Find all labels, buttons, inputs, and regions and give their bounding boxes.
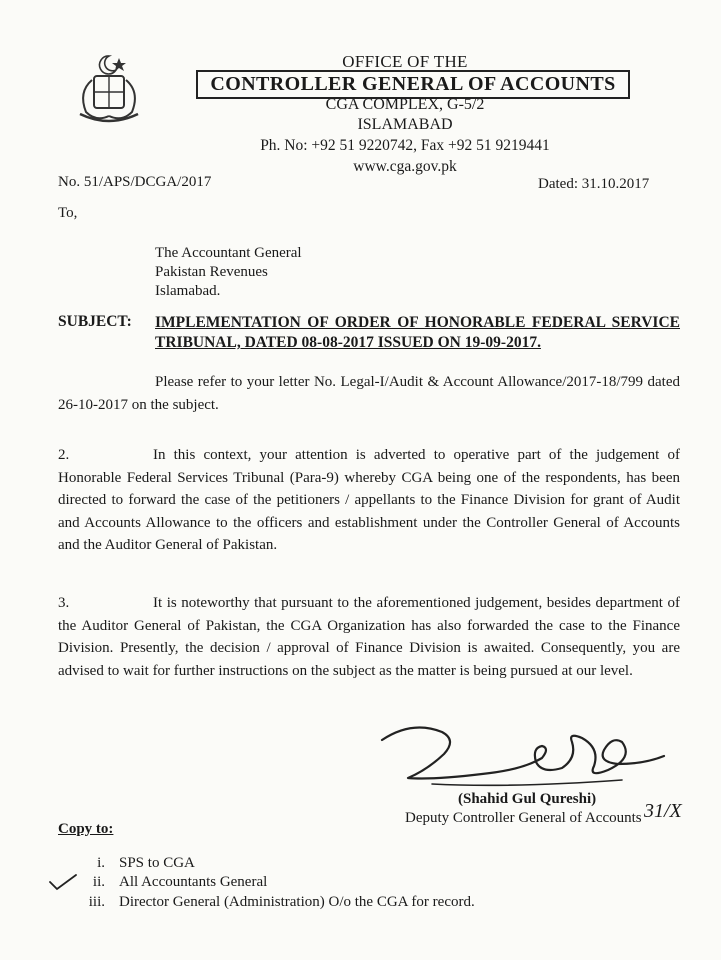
organization-name: CONTROLLER GENERAL OF ACCOUNTS [196, 70, 630, 99]
paragraph-2-text: In this context, your attention is adverted to operative part of the judgement of Honorable Federal Services Tribunal (Para-9) whereby CGA being one of the respondents, has been directed to forward the case of the petitioners / appellants to the Finance Division for grant of Audit and Accounts Allowance to the officers and establishment under the Controller General of Accounts and the Auditor General of Pakistan. [58, 447, 680, 553]
letter-date: Dated: 31.10.2017 [538, 176, 650, 192]
paragraph-1-text: Please refer to your letter No. Legal-I/Audit & Account Allowance/2017-18/799 dated 26-10-2017 on the subject. [58, 374, 680, 413]
reference-number: No. 51/APS/DCGA/2017 [58, 174, 212, 190]
to-label: To, [58, 205, 78, 221]
copy-to-item-number: i. [97, 855, 105, 871]
handwritten-signature [372, 718, 672, 798]
addressee-line-1: The Accountant General [155, 245, 302, 261]
addressee-line-3: Islamabad. [155, 283, 221, 299]
paragraph-3 [58, 592, 680, 682]
copy-to-item [58, 894, 475, 911]
paragraph-1 [58, 371, 680, 416]
subject-text: IMPLEMENTATION OF ORDER OF HONORABLE FEDERAL SERVICE TRIBUNAL, DATED 08-08-2017 ISSUED ON 19-09-2017. [155, 314, 680, 351]
copy-to-item-text: All Accountants General [119, 874, 268, 890]
copy-to-item-number: iii. [88, 894, 105, 910]
paragraph-2-number: 2. [58, 447, 70, 463]
website: www.cga.gov.pk [353, 158, 457, 175]
copy-to-item-text: Director General (Administration) O/o the CGA for record. [119, 894, 475, 910]
phone-fax: Ph. No: +92 51 9220742, Fax +92 51 9219441 [260, 137, 550, 154]
signer-title: Deputy Controller General of Accounts [405, 810, 642, 826]
copy-to-item [58, 874, 267, 891]
state-emblem-icon [72, 52, 146, 128]
checkmark-icon [48, 872, 78, 892]
copy-to-item-number: ii. [92, 874, 105, 890]
paragraph-3-number: 3. [58, 595, 70, 611]
copy-to-item [58, 855, 195, 872]
signer-name: (Shahid Gul Qureshi) [458, 791, 597, 807]
handwritten-date: 31/X [644, 800, 682, 822]
subject-label: SUBJECT: [58, 313, 132, 330]
office-of-line: OFFICE OF THE [342, 52, 468, 71]
copy-to-label: Copy to: [58, 821, 114, 837]
addressee-line-2: Pakistan Revenues [155, 264, 268, 280]
paragraph-3-text: It is noteworthy that pursuant to the aforementioned judgement, besides department of the Auditor General of Pakistan, the CGA Organization has also forwarded the case to the Finance Division. Presently, the decision / approval of Finance Division is awaited. Consequently, you are advised to wait for further instructions on the subject as the matter is being pursued at our level. [58, 595, 680, 679]
copy-to-item-text: SPS to CGA [119, 855, 195, 871]
paragraph-2 [58, 444, 680, 557]
address-city: ISLAMABAD [357, 116, 453, 133]
address-complex: CGA COMPLEX, G-5/2 [325, 96, 485, 113]
